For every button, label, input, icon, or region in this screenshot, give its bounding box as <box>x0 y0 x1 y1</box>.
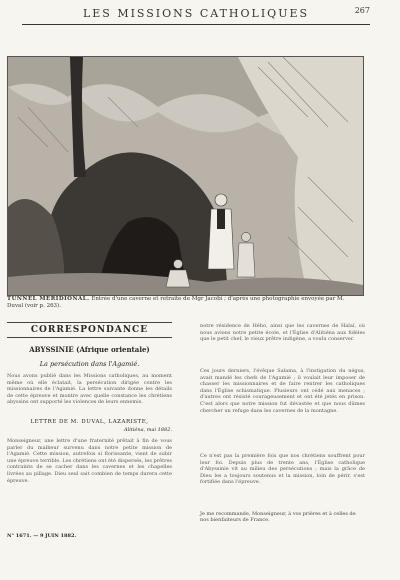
caption-text: Entrée d'une caverne et retraite de Mgr Jacobi ; d'après une photographie envoyée par M. Duval (voir p. 263). <box>7 296 345 309</box>
cave-engraving-art <box>8 57 363 295</box>
intro-paragraph: Nous avons publié dans les Missions catholiques, au moment même où elle éclatait, la persécution dirigée contre les missionnaires de l'Agamié. La lettre suivante donne les détails de cette épreuve et montre avec quelle constance les chrétiens abyssins ont supporté les violences de leurs ennemis. <box>7 373 172 406</box>
caption-lead: TUNNEL MERIDIONAL. <box>7 296 90 302</box>
right-paragraph-2: Ces jours derniers, l'évêque Salama, à l'instigation du négus, avait mandé les chefs de l'Agamié ; il voulait leur imposer de chasser les missionnaires et de faire rentrer les catholiques dans l'Église schismatique. Plusieurs ont cédé aux menaces ; d'autres ont résisté courageusement et ont été jetés en prison. C'est alors que notre mission fut dévastée et que nous dûmes chercher un refuge dans les cavernes de la montagne. <box>200 368 365 414</box>
closing-line: Je me recommande, Monseigneur, à vos prières et à celles de nos bienfaiteurs de France. <box>200 511 356 523</box>
letter-heading: LETTRE DE M. DUVAL, LAZARISTE, <box>30 419 149 425</box>
illustration-caption <box>7 296 362 310</box>
issue-citation: N° 1671. — 9 JUIN 1882. <box>7 533 77 539</box>
letter-dateline: Alitiéna, mai 1882. <box>124 427 172 433</box>
right-paragraph-1: notre résidence de Hébo, ainsi que les cavernes de Halaï, où nous avions notre petite école, et l'Église d'Alitiéna aux fidèles que le petit chef, le vieux prêtre indigène, a voulu conserver. <box>200 323 365 343</box>
article-title: La persécution dans l'Agamié. <box>39 360 140 368</box>
right-paragraph-3: Ce n'est pas la première fois que nos chrétiens souffrent pour leur foi. Depuis plus de trente ans, l'Église catholique d'Abyssinie vit au milieu des persécutions ; mais la grâce de Dieu les a toujours soutenus et la mission, loin de périr, s'est fortifiée dans l'épreuve. <box>200 453 365 486</box>
journal-title: LES MISSIONS CATHOLIQUES <box>82 7 310 20</box>
section-title: CORRESPONDANCE <box>7 322 172 338</box>
left-column <box>7 320 172 539</box>
masthead <box>22 2 370 25</box>
region-heading: ABYSSINIE (Afrique orientale) <box>29 345 150 354</box>
right-column <box>200 320 365 523</box>
page-number: 267 <box>354 6 370 15</box>
cave-engraving <box>7 56 364 296</box>
letter-paragraph: Monseigneur, une lettre d'une fraternité prêtait à fin de vous parler du malheur survenu dans notre petite mission de l'Agamié. Cette mission, autrefois si florissante, vient de subir une épreuve terrible. Les chrétiens ont été dispersés, les prêtres contraints de se cacher dans les cavernes et les chapelles livrées au pillage. Dieu seul sait combien de temps durera cette épreuve. <box>7 438 172 484</box>
